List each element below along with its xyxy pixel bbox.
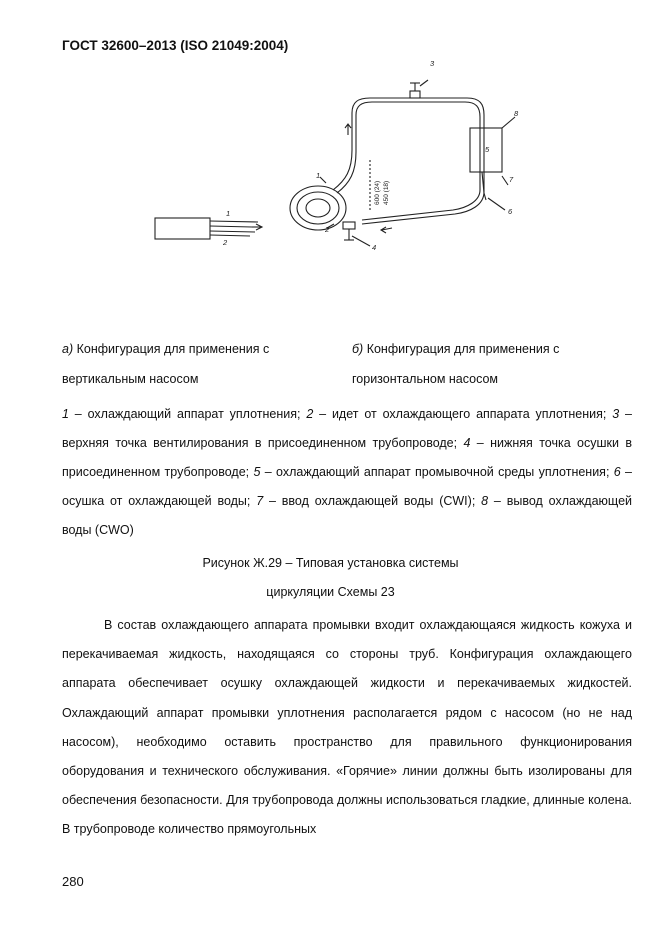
figure-legend [62,400,632,545]
legend-num: 2 [306,407,314,421]
caption-b-line1: б) Конфигурация для применения с [352,342,560,356]
label-b-3: 3 [430,59,435,68]
legend-num: 7 [256,494,264,508]
figure-title-line1: Рисунок Ж.29 – Типовая установка системы [202,556,459,570]
document-header: ГОСТ 32600–2013 (ISO 21049:2004) [62,38,289,53]
label-a-2: 2 [223,238,228,247]
legend-num: 3 [612,407,620,421]
dimension-450: 450 (18) [383,180,390,205]
label-b-8: 8 [514,109,519,118]
figure-title-line2: циркуляции Схемы 23 [266,585,395,599]
caption-a-line1: а) Конфигурация для применения с [62,342,270,356]
legend-num: 4 [463,436,471,450]
legend-num: 6 [613,465,621,479]
label-b-7: 7 [509,175,514,184]
legend-text: – нижняя точка осушки в присоединенном трубопроводе; [62,436,632,479]
legend-text: – идет от охлаждающего аппарата уплотнения; [313,407,613,421]
caption-b-line2: горизонтальном насосом [352,372,499,386]
dimension-600: 600 (24) [374,180,381,205]
label-b-6: 6 [508,207,513,216]
legend-text: – осушка от охлаждающей воды; [62,465,632,508]
caption-a-line2: вертикальным насосом [62,372,199,386]
legend-text: – охлаждающий аппарат промывочной среды уплотнения; [260,465,614,479]
page-number: 280 [62,874,84,889]
legend-num: 1 [62,407,69,421]
label-a-1: 1 [226,209,231,218]
figure-diagram [0,0,661,330]
label-b-4: 4 [372,243,377,252]
legend-text: – верхняя точка вентилирования в присоединенном трубопроводе; [62,407,632,450]
legend-num: 5 [253,465,261,479]
legend-text: – ввод охлаждающей воды (CWI); [263,494,482,508]
label-b-2: 2 [325,225,330,234]
legend-text: – вывод охлаждающей воды (CWO) [62,494,633,537]
seal-cooler-a [155,218,210,239]
legend-text: – охлаждающий аппарат уплотнения; [68,407,307,421]
legend-num: 8 [481,494,489,508]
body-paragraph: В состав охлаждающего аппарата промывки входит охлаждающаяся жидкость кожуха и перекачиваемая жидкость, находящаяся со стороны труб. Конфигурация охлаждающего аппарата обеспечивает осушку охлаждающей жидкости и перекачиваемых жидкостей. Охлаждающий аппарат промывки уплотнения располагается рядом с насосом (но не над насосом), необходимо оставить пространство для правильного функционирования оборудования и технического обслуживания. «Горячие» линии должны быть изолированы для обеспечения безопасности. Для трубопровода должны использоваться гладкие, длинные колена. В трубопроводе количество прямоугольных [62,618,632,837]
label-b-5: 5 [485,145,490,154]
label-b-1: 1 [316,171,321,180]
